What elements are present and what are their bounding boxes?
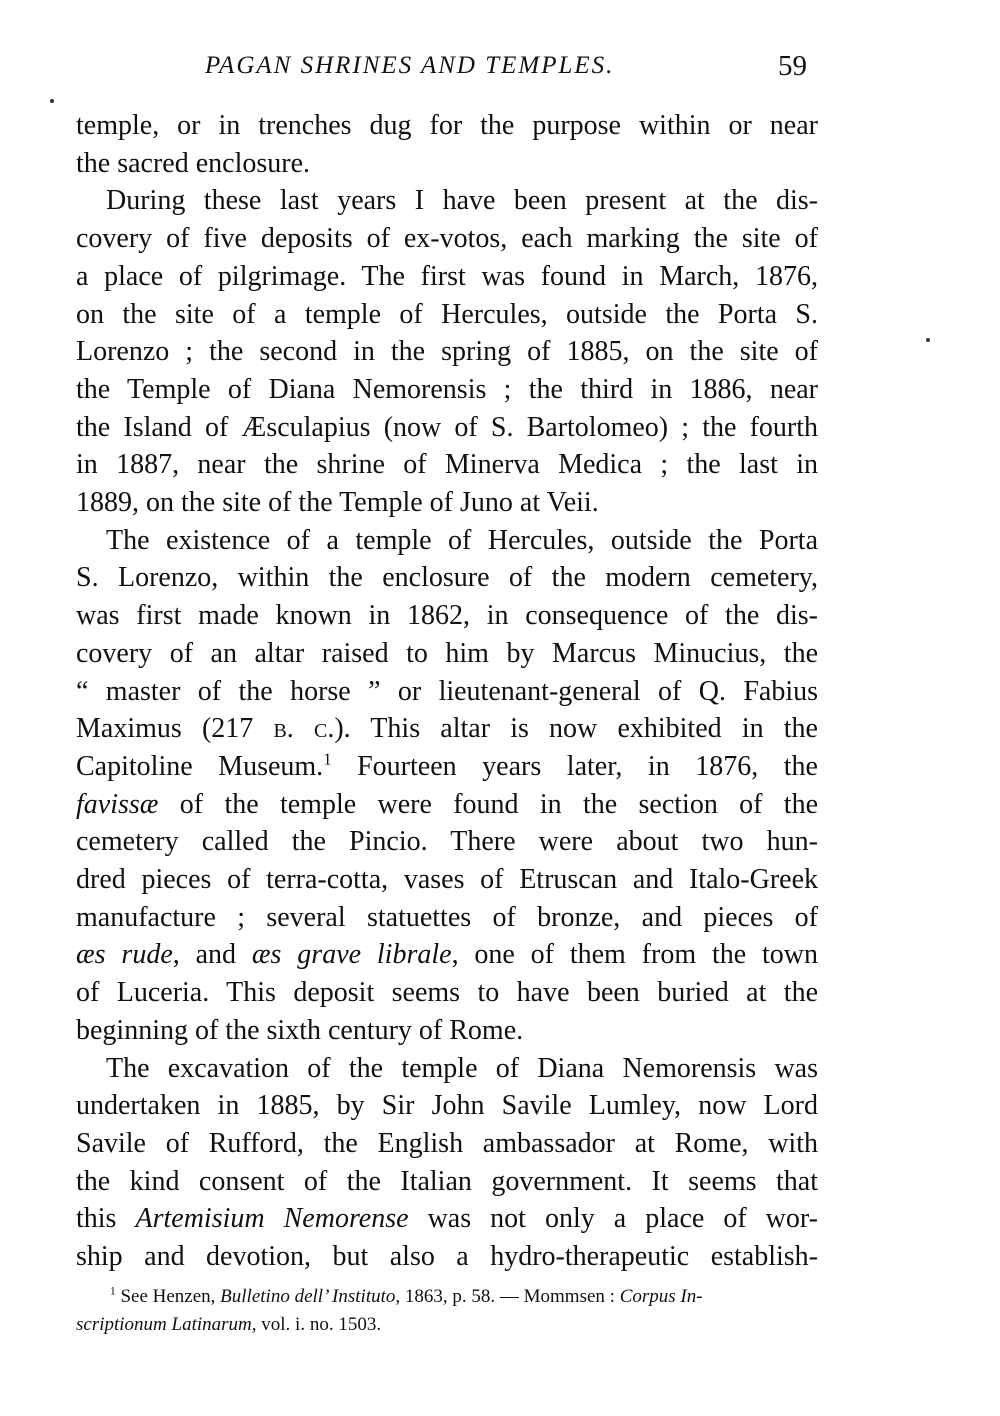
text-line: in 1887, near the shrine of Minerva Medica ; the last in <box>76 449 818 481</box>
footnote-reference: 1 <box>323 749 332 769</box>
text-line: Savile of Rufford, the English ambassador at Rome, with <box>76 1127 818 1159</box>
text-run: Maximus (217 <box>76 713 274 745</box>
text-line: During these last years I have been present at the dis- <box>106 185 818 217</box>
text-line: covery of five deposits of ex-votos, each marking the site of <box>76 223 818 255</box>
text-line <box>76 786 818 824</box>
text-line: of Luceria. This deposit seems to have been buried at the <box>76 977 818 1009</box>
text-line: undertaken in 1885, by Sir John Savile Lumley, now Lord <box>76 1090 818 1122</box>
italic-term: æs rude <box>76 939 173 971</box>
text-run: this <box>76 1203 136 1235</box>
paragraph-diana <box>76 1050 818 1276</box>
text-run: ). This altar is now exhibited in the <box>334 713 818 745</box>
footnote <box>76 1283 818 1339</box>
text-line <box>76 748 818 786</box>
text-line <box>76 936 818 974</box>
text-line: beginning of the sixth century of Rome. <box>76 1014 524 1046</box>
paragraph-deposits <box>76 182 818 521</box>
running-head <box>0 52 1000 92</box>
text-line: the Temple of Diana Nemorensis ; the third in 1886, near <box>76 373 818 405</box>
footnote-line <box>76 1311 818 1339</box>
text-line: covery of an altar raised to him by Marcus Minucius, the <box>76 637 818 669</box>
footnote-marker: 1 <box>110 1285 116 1298</box>
text-line: the sacred enclosure. <box>76 147 310 179</box>
italic-title: Corpus In- <box>619 1286 703 1307</box>
print-speck <box>50 99 54 103</box>
text-line: manufacture ; several statuettes of bronze, and pieces of <box>76 901 818 933</box>
date-abbreviation: b. c. <box>273 713 335 745</box>
text-line: The existence of a temple of Hercules, outside the Porta <box>106 524 818 556</box>
text-run: See Henzen, <box>115 1286 221 1307</box>
text-line: the Island of Æsculapius (now of S. Bartolomeo) ; the fourth <box>76 411 818 443</box>
text-run: , 1863, p. 58. — Mommsen : <box>395 1286 620 1307</box>
text-line: on the site of a temple of Hercules, outside the Porta S. <box>76 298 818 330</box>
text-line: was first made known in 1862, in consequence of the dis- <box>76 600 818 632</box>
text-line: dred pieces of terra-cotta, vases of Etruscan and Italo-Greek <box>76 864 818 896</box>
paragraph-hercules <box>76 522 818 1050</box>
italic-term: æs grave librale <box>251 939 452 971</box>
running-title: PAGAN SHRINES AND TEMPLES. <box>205 52 615 79</box>
text-line: the kind consent of the Italian government. It seems that <box>76 1165 818 1197</box>
text-line <box>76 710 818 748</box>
text-run: Fourteen years later, in 1876, the <box>331 750 818 782</box>
text-line <box>76 1200 818 1238</box>
italic-term: Artemisium Nemorense <box>135 1203 409 1235</box>
text-line: “ master of the horse ” or lieutenant-general of Q. Fabius <box>76 675 818 707</box>
paragraph-continuation <box>76 107 818 182</box>
text-run: , and <box>172 939 252 971</box>
text-run: Capitoline Museum. <box>76 750 324 782</box>
text-line: S. Lorenzo, within the enclosure of the modern cemetery, <box>76 562 818 594</box>
text-run: , vol. i. no. 1503. <box>251 1314 382 1335</box>
text-line: a place of pilgrimage. The first was found in March, 1876, <box>76 260 818 292</box>
text-line: Lorenzo ; the second in the spring of 1885, on the site of <box>76 336 818 368</box>
italic-title: scriptionum Latinarum <box>76 1314 252 1335</box>
print-speck <box>926 338 930 342</box>
italic-term: favissæ <box>76 788 159 820</box>
page-number: 59 <box>778 50 807 82</box>
body-text <box>76 107 818 1276</box>
text-line: temple, or in trenches dug for the purpose within or near <box>76 110 818 141</box>
text-line: cemetery called the Pincio. There were about two hun- <box>76 826 818 858</box>
text-line: The excavation of the temple of Diana Nemorensis was <box>106 1052 818 1084</box>
text-run: was not only a place of wor- <box>408 1203 818 1235</box>
text-run: , one of them from the town <box>451 939 818 971</box>
text-run: of the temple were found in the section of the <box>158 788 818 820</box>
footnote-line <box>76 1283 818 1311</box>
italic-title: Bulletino dell’ Instituto <box>220 1286 396 1307</box>
text-line: 1889, on the site of the Temple of Juno at Veii. <box>76 487 599 519</box>
text-line: ship and devotion, but also a hydro-therapeutic establish- <box>76 1241 818 1273</box>
